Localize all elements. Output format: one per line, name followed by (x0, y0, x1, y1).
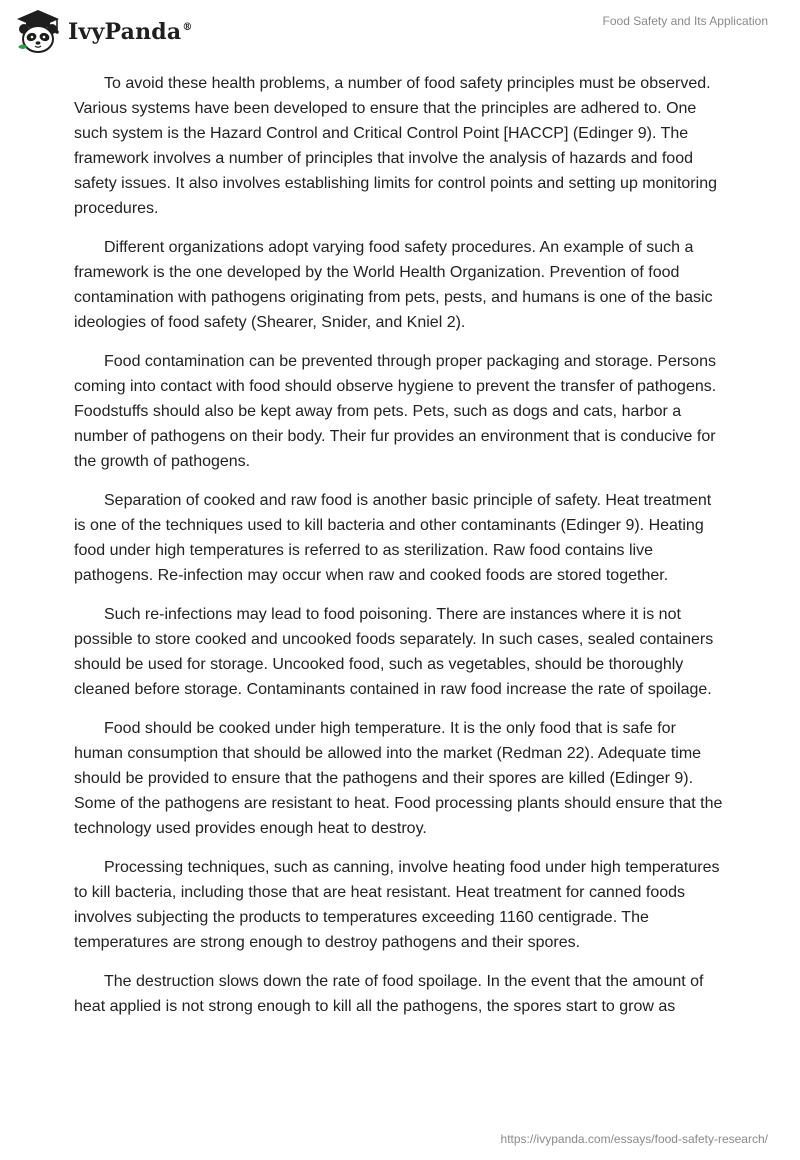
essay-body (74, 71, 726, 1033)
page-header (0, 0, 800, 64)
paragraph: Different organizations adopt varying food safety procedures. An example of such a framework is the one developed by the World Health Organization. Prevention of food contamination with pathogens originating from pets, pests, and humans is one of the basic ideologies of food safety (Shearer, Snider, and Kniel 2). (74, 239, 713, 331)
paragraph: Such re-infections may lead to food poisoning. There are instances where it is not possible to store cooked and uncooked foods separately. In such cases, sealed containers should be used for storage. Uncooked food, such as vegetables, should be thoroughly cleaned before storage. Contaminants contained in raw food increase the rate of spoilage. (74, 606, 714, 698)
paragraph: The destruction slows down the rate of food spoilage. In the event that the amount of heat applied is not strong enough to kill all the pathogens, the spores start to grow as (74, 973, 704, 1015)
logo-wordmark: IvyPanda (68, 19, 182, 45)
registered-mark: ® (182, 22, 193, 33)
document-title: Food Safety and Its Application (602, 14, 768, 28)
ivypanda-logo[interactable] (14, 9, 193, 55)
logo-text (68, 19, 193, 45)
paragraph: Food should be cooked under high temperature. It is the only food that is safe for human consumption that should be allowed into the market (Redman 22). Adequate time should be provided to ensure that the pathogens and their spores are killed (Edinger 9). Some of the pathogens are resistant to heat. Food processing plants should ensure that the technology used provides enough heat to destroy. (74, 720, 723, 837)
paragraph: Processing techniques, such as canning, involve heating food under high temperatures to kill bacteria, including those that are heat resistant. Heat treatment for canned foods involves subjecting the products to temperatures exceeding 1160 centigrade. The temperatures are strong enough to destroy pathogens and their spores. (74, 859, 720, 951)
paragraph: Food contamination can be prevented through proper packaging and storage. Persons coming into contact with food should observe hygiene to prevent the transfer of pathogens. Foodstuffs should also be kept away from pets. Pets, such as dogs and cats, harbor a number of pathogens on their body. Their fur provides an environment that is conducive for the growth of pathogens. (74, 353, 717, 470)
source-url[interactable]: https://ivypanda.com/essays/food-safety-research/ (500, 1132, 768, 1146)
paragraph: Separation of cooked and raw food is another basic principle of safety. Heat treatment is one of the techniques used to kill bacteria and other contaminants (Edinger 9). Heating food under high temperatures is referred to as sterilization. Raw food contains live pathogens. Re-infection may occur when raw and cooked foods are stored together. (74, 492, 712, 584)
panda-graduation-cap-icon (14, 9, 62, 55)
paragraph: To avoid these health problems, a number of food safety principles must be observed. Various systems have been developed to ensure that the principles are adhered to. One such system is the Hazard Control and Critical Control Point [HACCP] (Edinger 9). The framework involves a number of principles that involve the analysis of hazards and food safety issues. It also involves establishing limits for control points and setting up monitoring procedures. (74, 75, 717, 217)
